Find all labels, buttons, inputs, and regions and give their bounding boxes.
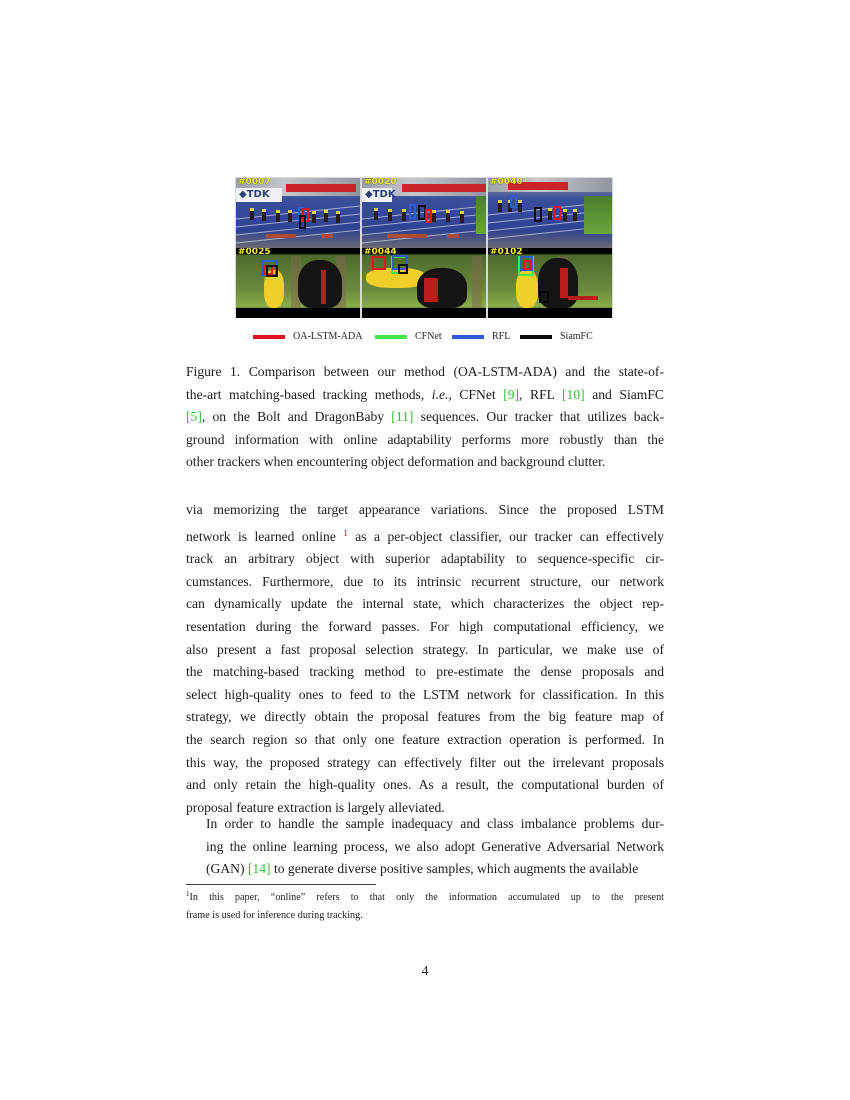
text-line: (GAN) [14] to generate diverse positive samples, which augments the available [206,861,639,877]
legend-item-siamfc: SiamFC [520,331,593,343]
text-line: cumstances. Furthermore, due to its intrinsic recurrent structure, our network [186,573,664,589]
figure-legend [250,331,610,343]
legend-swatch-green [375,335,407,339]
text-line: network is learned online $^1$ as a per-object classifier, our tracker can effectively [186,527,664,544]
bolt-frame-panel-1 [236,178,360,248]
figure-1-image-grid [235,177,613,318]
footnote-line: $^1$In this paper, “online” refers to that only the information accumulated up to the present [186,890,664,903]
dragonbaby-frame-panel-3 [488,248,612,318]
legend-item-rfl: RFL [452,331,510,343]
frame-label: #0007 [238,178,271,187]
footnote-reference[interactable]: 1 [343,527,348,538]
text-line: resentation during the forward passes. For high computational efficiency, we [186,618,664,634]
legend-item-oa-lstm-ada: OA-LSTM-ADA [253,331,362,343]
caption-line: ground information with online adaptability performs more robustly than the [186,431,664,447]
figure-caption [186,361,664,474]
frame-label: #0020 [364,178,397,187]
text-line: proposal feature extraction is largely alleviated. [186,799,445,815]
footnote [186,885,664,925]
tdk-sign: ◆TDK [362,188,392,202]
citation-link[interactable]: [5] [186,409,202,425]
legend-item-cfnet: CFNet [375,331,442,343]
bolt-frame-panel-3 [488,178,612,248]
text-line: this way, the proposed strategy can effectively filter out the irrelevant proposals [186,754,664,770]
caption-line: [5], on the Bolt and DragonBaby [11] sequences. Our tracker that utilizes back- [186,409,664,425]
text-line: select high-quality ones to feed to the LSTM network for classification. In this [186,686,664,702]
citation-link[interactable]: [10] [562,386,585,402]
legend-swatch-black [520,335,552,339]
dragonbaby-frame-panel-2 [362,248,486,318]
text-line: In order to handle the sample inadequacy and class imbalance problems dur- [206,816,664,831]
text-line: strategy, we directly obtain the proposal features from the big feature map of [186,709,664,725]
citation-link[interactable]: [14] [247,861,271,877]
citation-link[interactable]: [11] [391,409,414,425]
page-number: 4 [421,963,429,978]
caption-line: other trackers when encountering object deformation and background clutter. [186,454,606,470]
text-line: track an arbitrary object with superior adaptability to sequence-specific cir- [186,551,664,567]
legend-swatch-red [253,335,285,339]
frame-label: #0044 [364,248,397,257]
frame-label: #0025 [238,248,271,257]
caption-line: the-art matching-based tracking methods, i.e., CFNet [9], RFL [10] and SiamFC [186,386,664,402]
text-line: the matching-based tracking method to pre-estimate the dense proposals and [186,664,664,680]
text-line: via memorizing the target appearance variations. Since the proposed LSTM [186,502,664,517]
citation-link[interactable]: [9] [503,386,520,402]
footnote-line: frame is used for inference during tracking. [186,910,363,921]
italic-text: i.e. [431,386,449,402]
footnote-mark: 1 [186,890,190,898]
frame-label: #0102 [490,248,523,257]
tdk-sign: ◆TDK [236,188,282,202]
bolt-frame-panel-2 [362,178,486,248]
text-line: the search region so that only one feature extraction operation is performed. In [186,731,664,747]
legend-swatch-blue [452,335,484,339]
caption-line: Figure 1. Comparison between our method (OA-LSTM-ADA) and the state-of- [186,364,664,379]
text-line: also present a fast proposal selection strategy. In particular, we make use of [186,641,664,657]
text-line: can dynamically update the internal state, which characterizes the object rep- [186,596,664,612]
body-paragraph-1 [186,499,664,819]
dragonbaby-frame-panel-1 [236,248,360,318]
frame-label: #0040 [490,178,523,187]
body-paragraph-2 [186,813,664,881]
text-line: ing the online learning process, we also adopt Generative Adversarial Network [206,838,664,854]
text-line: and only retain the high-quality ones. As a result, the computational burden of [186,777,664,793]
